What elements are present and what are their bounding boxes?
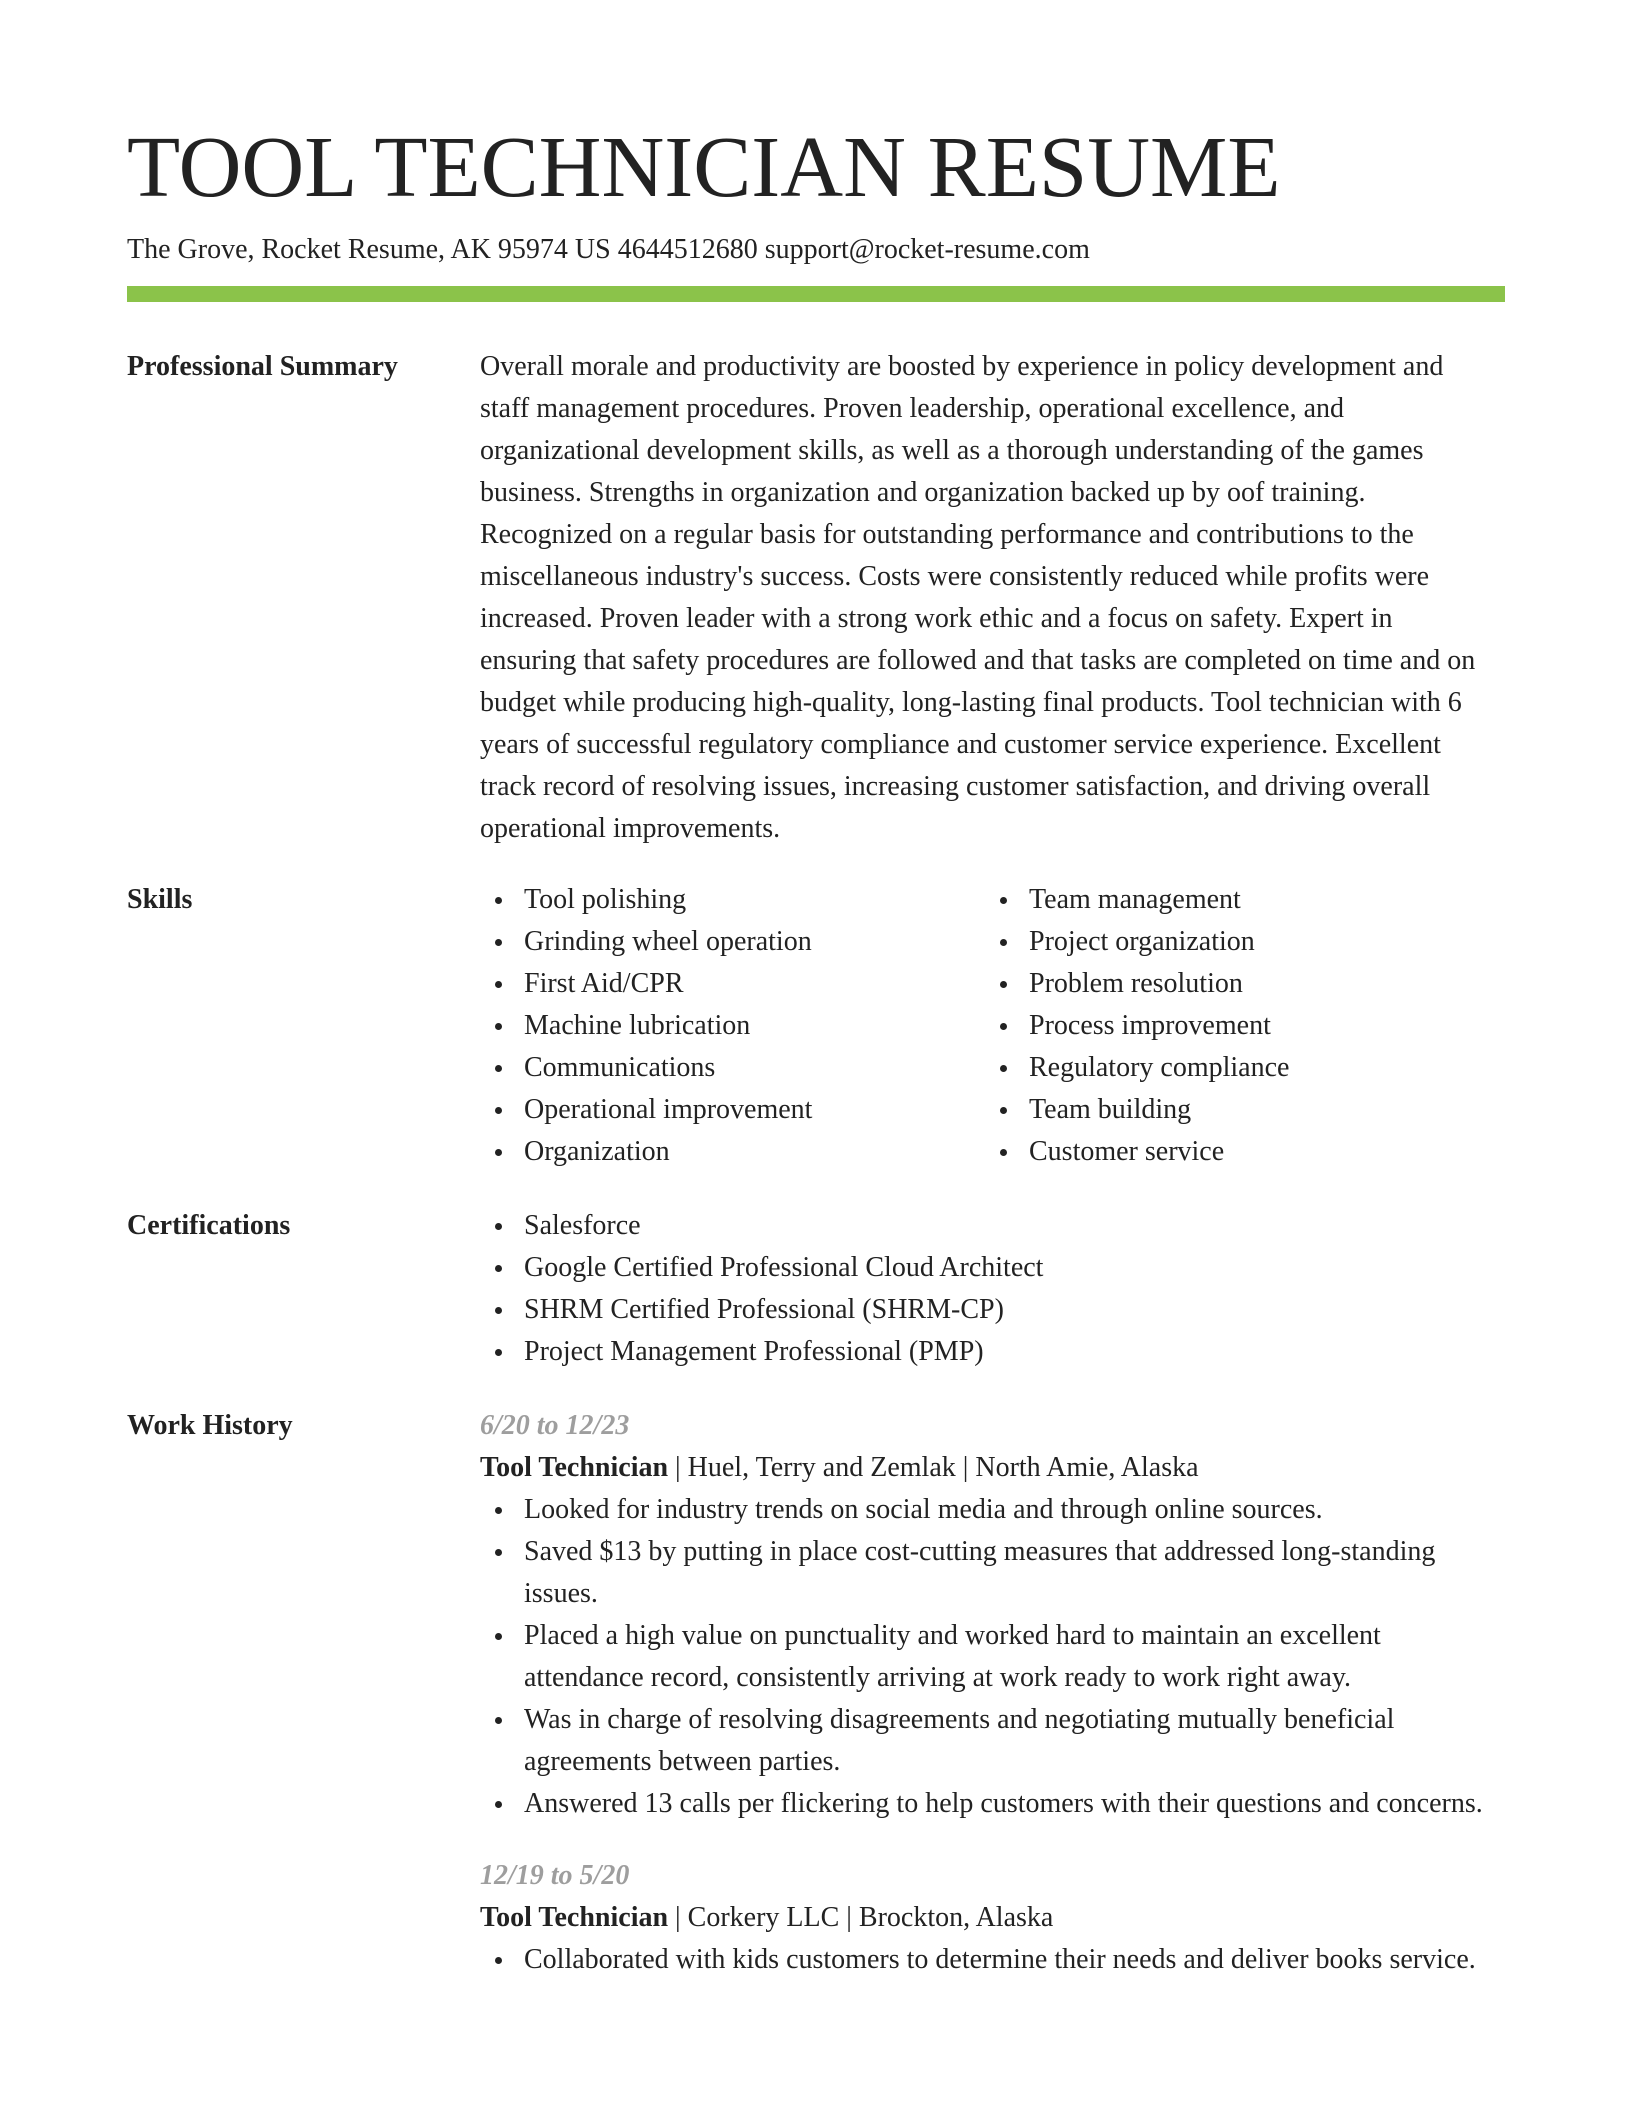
skill-item: Project organization [985,921,1465,963]
job-bullet: Placed a high value on punctuality and worked hard to maintain an excellent attendance record, consistently arriving at work ready to work right away. [480,1615,1490,1699]
summary-label: Professional Summary [127,351,398,382]
contact-email: support@rocket-resume.com [764,234,1090,265]
skill-item: Regulatory compliance [985,1047,1465,1089]
job-heading: Tool Technician | Corkery LLC | Brockton, Alaska [480,1902,1054,1933]
skills-list-left [480,879,960,1173]
job-dates: 12/19 to 5/20 [480,1860,630,1891]
job-dates: 6/20 to 12/23 [480,1410,630,1441]
job-company: Corkery LLC [687,1902,840,1933]
job-bullet: Looked for industry trends on social media and through online sources. [480,1489,1490,1531]
header-divider [127,286,1505,302]
job-heading: Tool Technician | Huel, Terry and Zemlak | North Amie, Alaska [480,1452,1199,1483]
skill-item: First Aid/CPR [480,963,960,1005]
skill-item: Communications [480,1047,960,1089]
certifications-body [480,1205,1490,1373]
skills-columns [480,879,1490,1173]
work-history-label: Work History [127,1410,293,1441]
skill-item: Problem resolution [985,963,1465,1005]
contact-phone: 4644512680 [617,234,758,265]
skills-body [480,879,1490,1173]
certification-item: SHRM Certified Professional (SHRM-CP) [480,1289,1490,1331]
skill-item: Operational improvement [480,1089,960,1131]
work-history-body [480,1405,1490,1981]
job-entry [480,1855,1490,1981]
summary-text: Overall morale and productivity are boosted by experience in policy development and staff management procedures. Proven leadership, operational excellence, and organizational development skills, as well as a thorough understanding of the games business. Strengths in organization and organization backed up by oof training. Recognized on a regular basis for outstanding performance and contributions to the miscellaneous industry's success. Costs were consistently reduced while profits were increased. Proven leader with a strong work ethic and a focus on safety. Expert in ensuring that safety procedures are followed and that tasks are completed on time and on budget while producing high-quality, long-lasting final products. Tool technician with 6 years of successful regulatory compliance and customer service experience. Excellent track record of resolving issues, increasing customer satisfaction, and driving overall operational improvements. [480,351,1476,844]
job-bullet: Saved $13 by putting in place cost-cutting measures that addressed long-standing issues. [480,1531,1490,1615]
job-location: Brockton, Alaska [858,1902,1054,1933]
job-bullets [480,1489,1490,1825]
skill-item: Process improvement [985,1005,1465,1047]
job-bullet: Collaborated with kids customers to determine their needs and deliver books service. [480,1939,1490,1981]
skill-item: Customer service [985,1131,1465,1173]
resume-title: TOOL TECHNICIAN RESUME [127,118,1281,215]
certification-item: Project Management Professional (PMP) [480,1331,1490,1373]
certification-item: Salesforce [480,1205,1490,1247]
summary-body [480,346,1490,850]
skill-item: Team management [985,879,1465,921]
job-entry [480,1405,1490,1825]
job-title: Tool Technician [480,1902,669,1933]
job-location: North Amie, Alaska [975,1452,1199,1483]
skills-list-right [985,879,1465,1173]
certifications-label: Certifications [127,1210,291,1241]
skills-label: Skills [127,884,193,915]
certification-item: Google Certified Professional Cloud Architect [480,1247,1490,1289]
contact-address: The Grove, Rocket Resume, AK 95974 US [127,234,611,265]
job-bullet: Was in charge of resolving disagreements and negotiating mutually beneficial agreements between parties. [480,1699,1490,1783]
job-company: Huel, Terry and Zemlak [687,1452,956,1483]
skill-item: Tool polishing [480,879,960,921]
skill-item: Machine lubrication [480,1005,960,1047]
skill-item: Grinding wheel operation [480,921,960,963]
job-title: Tool Technician [480,1452,669,1483]
contact-line [127,230,1090,270]
job-bullets [480,1939,1490,1981]
skill-item: Team building [985,1089,1465,1131]
skill-item: Organization [480,1131,960,1173]
certifications-list [480,1205,1490,1373]
job-bullet: Answered 13 calls per flickering to help customers with their questions and concerns. [480,1783,1490,1825]
